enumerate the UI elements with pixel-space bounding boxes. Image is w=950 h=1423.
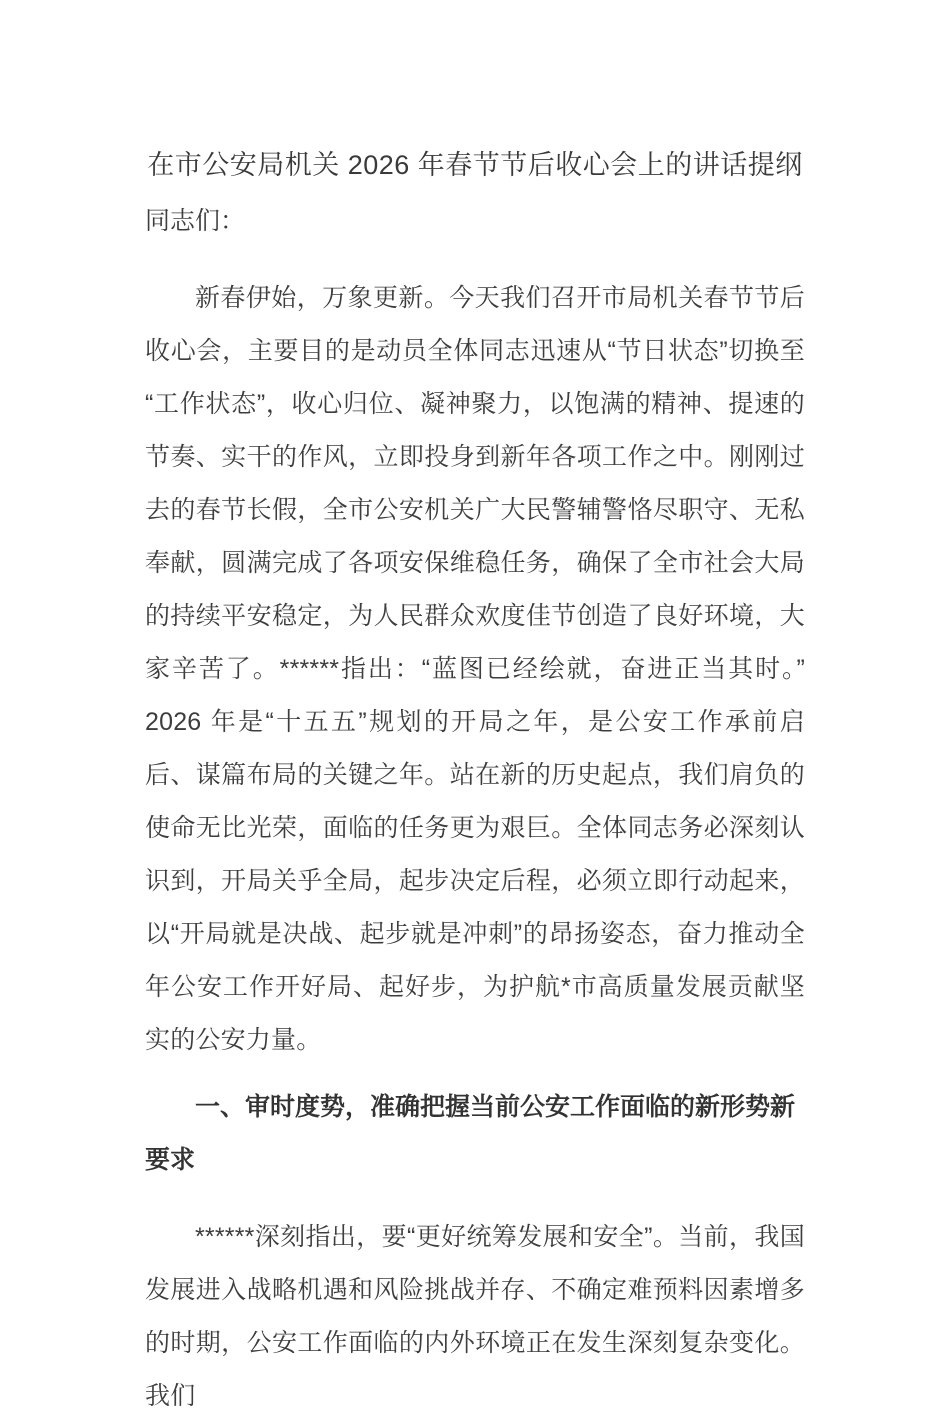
document-title: 在市公安局机关 2026 年春节节后收心会上的讲话提纲 [147,150,803,180]
paragraph-opening: 新春伊始，万象更新。今天我们召开市局机关春节节后收心会，主要目的是动员全体同志迅速从“节日状态”切换至“工作状态”，收心归位、凝神聚力，以饱满的精神、提速的节奏、实干的作风，立即投身到新年各项工作之中。刚刚过去的春节长假，全市公安机关广大民警辅警恪尽职守、无私奉献，圆满完成了各项安保维稳任务，确保了全市社会大局的持续平安稳定，为人民群众欢度佳节创造了良好环境，大家辛苦了。******指出：“蓝图已经绘就，奋进正当其时。”2026 年是“十五五”规划的开局之年，是公安工作承前启后、谋篇布局的关键之年。站在新的历史起点，我们肩负的使命无比光荣，面临的任务更为艰巨。全体同志务必深刻认识到，开局关乎全局，起步决定后程，必须立即行动起来，以“开局就是决战、起步就是冲刺”的昂扬姿态，奋力推动全年公安工作开好局、起好步，为护航*市高质量发展贡献坚实的公安力量。 [145,284,805,1054]
section-heading-1: 一、审时度势，准确把握当前公安工作面临的新形势新要求 [145,1093,796,1174]
salutation: 同志们： [145,207,246,235]
paragraph-section-1: ******深刻指出，要“更好统筹发展和安全”。当前，我国发展进入战略机遇和风险挑战并存、不确定难预料因素增多的时期，公安工作面临的内外环境正在发生深刻复杂变化。我们 [145,1223,805,1410]
